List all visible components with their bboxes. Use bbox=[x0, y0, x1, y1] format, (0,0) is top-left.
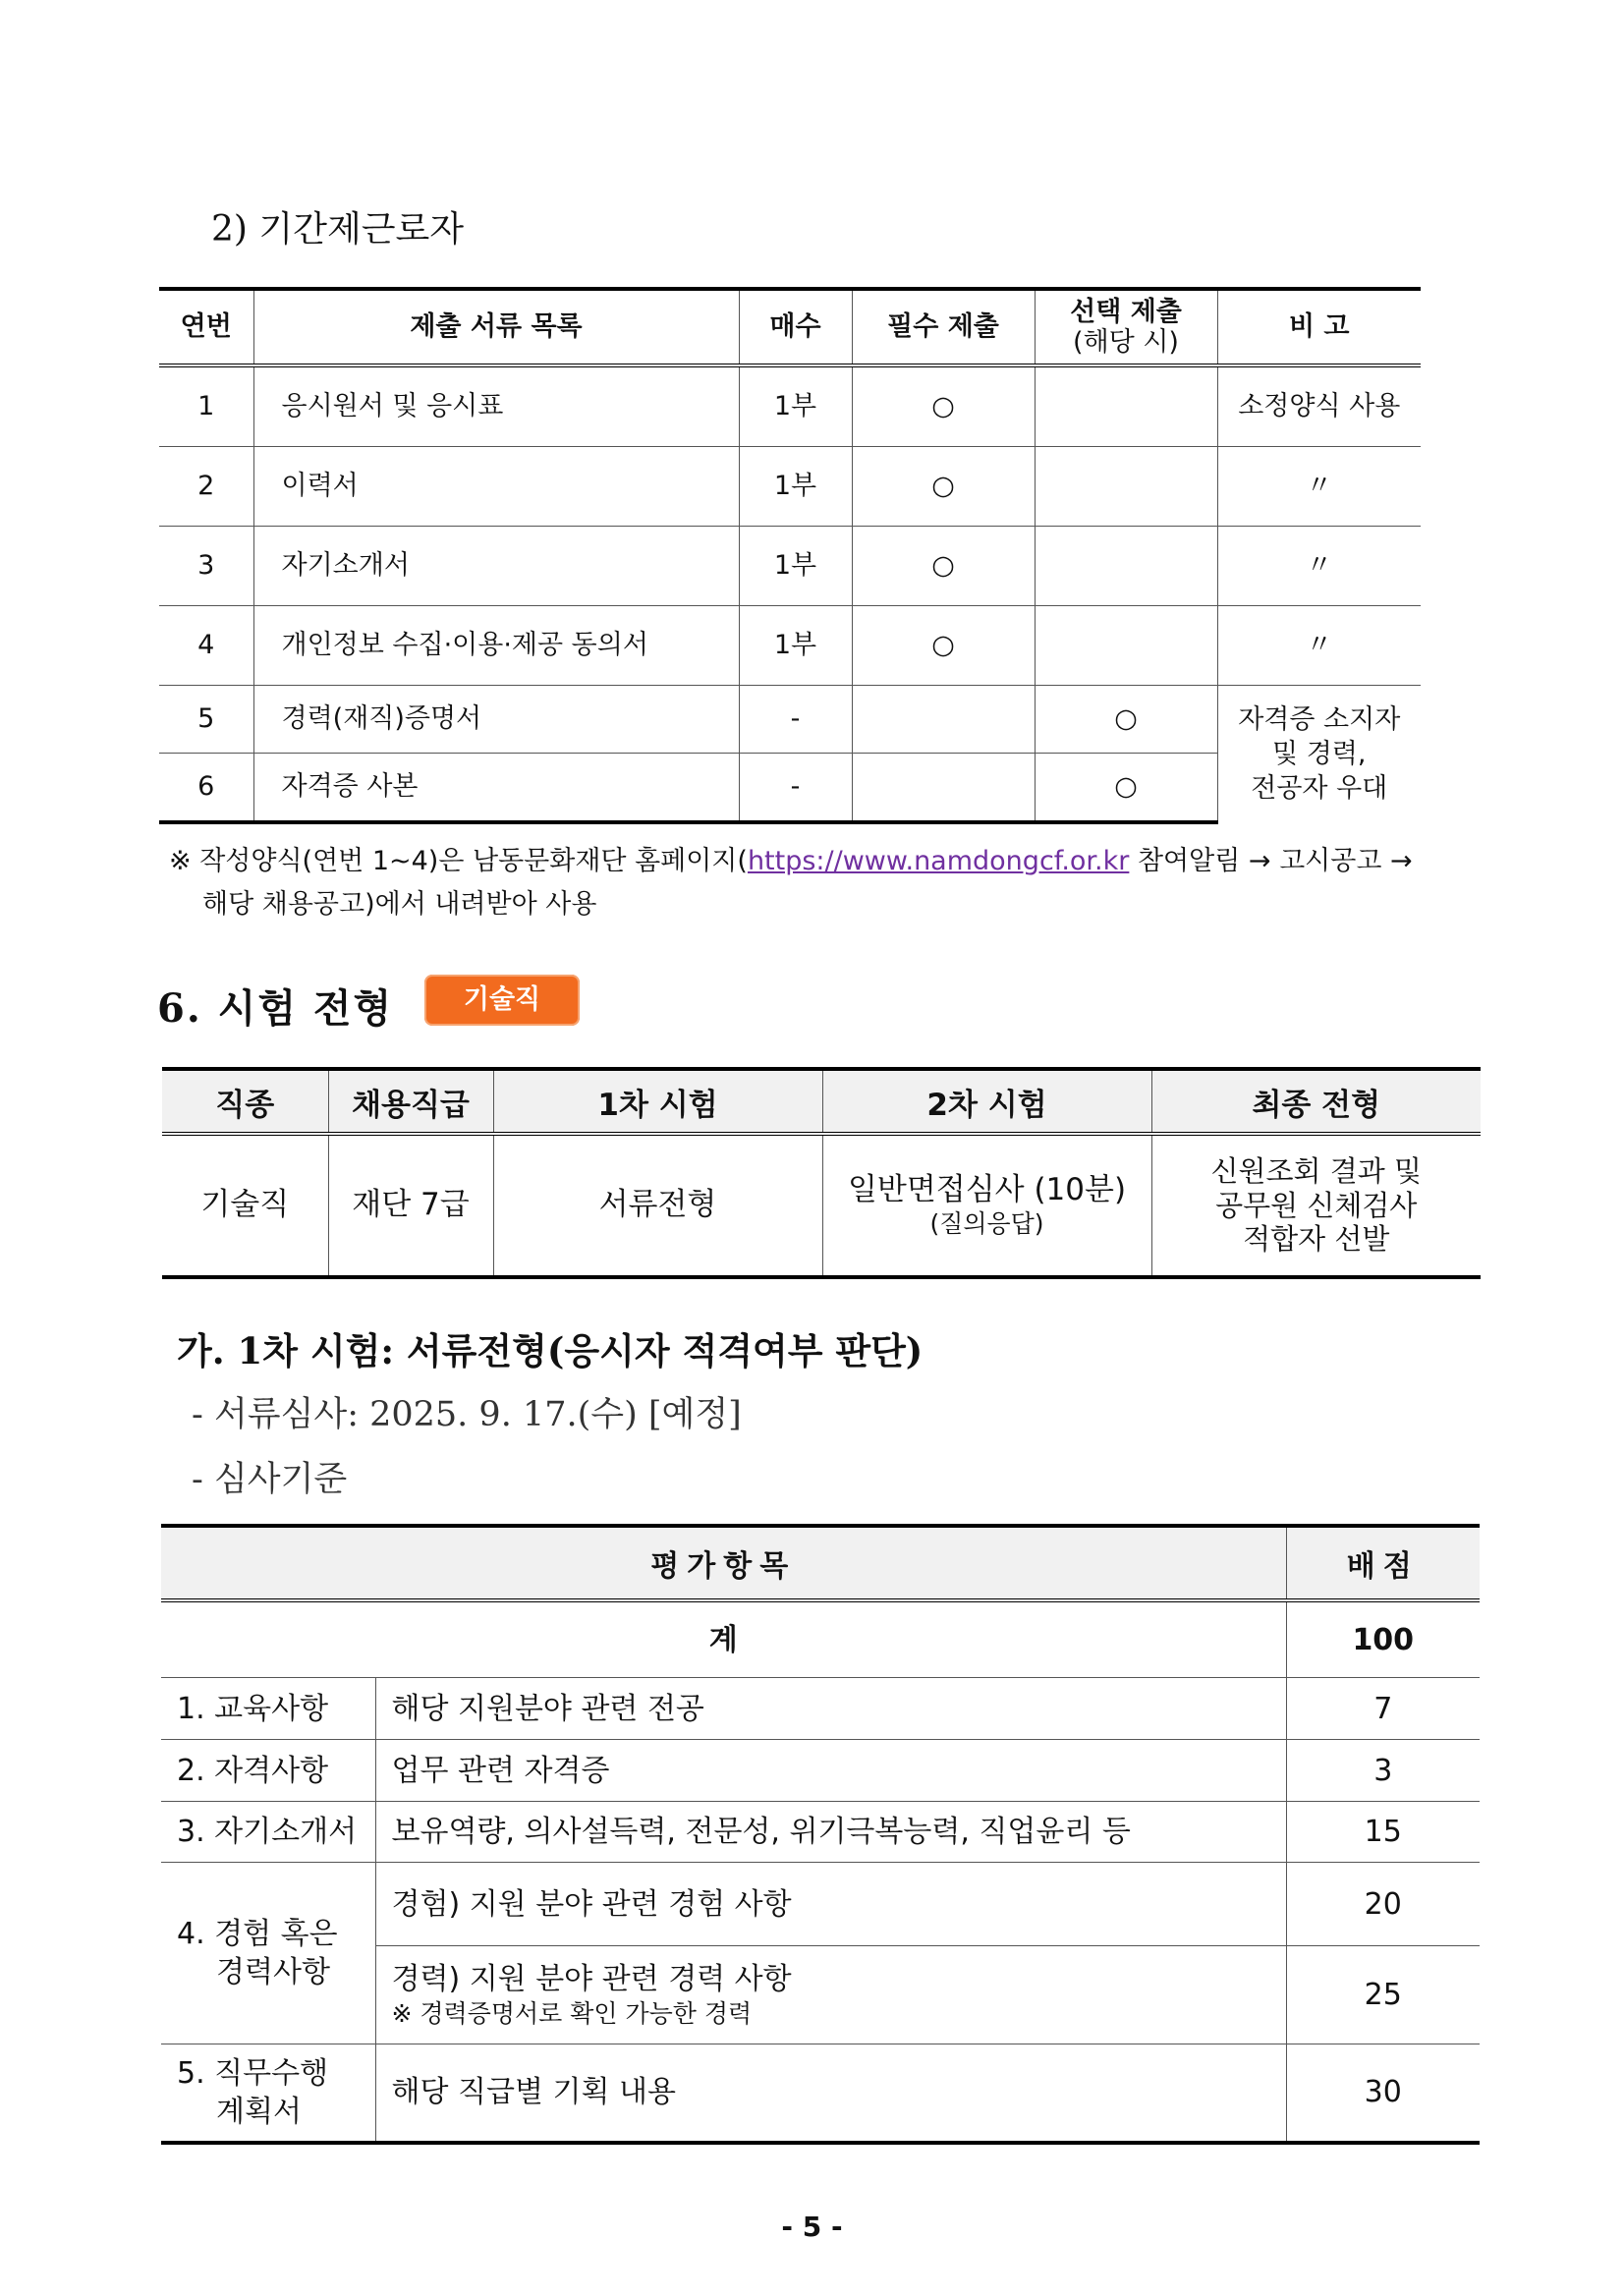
cell-count: 1부 bbox=[739, 447, 852, 527]
bullet-criteria: - 심사기준 bbox=[192, 1460, 348, 1499]
cell-content: 업무 관련 자격증 bbox=[375, 1740, 1286, 1802]
total-row bbox=[161, 1600, 1480, 1678]
col-header-count: 매수 bbox=[739, 289, 852, 365]
cell-required: ○ bbox=[852, 527, 1035, 606]
cell-doc: 자기소개서 bbox=[253, 527, 739, 606]
cell-doc: 경력(재직)증명서 bbox=[253, 686, 739, 754]
cell-second-exam: 일반면접심사 (10분) (질의응답) bbox=[822, 1134, 1151, 1277]
form-note-line1: ※ 작성양식(연번 1~4)은 남동문화재단 홈페이지(https://www.namdongcf.or.kr 참여알림 → 고시공고 → bbox=[169, 846, 1413, 876]
cell-score: 20 bbox=[1286, 1863, 1480, 1946]
cell-note: 〃 bbox=[1217, 606, 1421, 686]
evaluation-table bbox=[161, 1524, 1480, 2145]
table-row bbox=[159, 606, 1421, 686]
cell-content: 해당 지원분야 관련 전공 bbox=[375, 1678, 1286, 1740]
table-header-row bbox=[162, 1069, 1481, 1134]
table-header-row bbox=[161, 1526, 1480, 1600]
total-label: 계 bbox=[161, 1600, 1286, 1678]
cell-job: 기술직 bbox=[162, 1134, 328, 1277]
cell-optional bbox=[1035, 527, 1217, 606]
col-header-job: 직종 bbox=[162, 1069, 328, 1134]
cell-note: 〃 bbox=[1217, 527, 1421, 606]
cell-score: 30 bbox=[1286, 2044, 1480, 2143]
cell-content: 경력) 지원 분야 관련 경력 사항 ※ 경력증명서로 확인 가능한 경력 bbox=[375, 1946, 1286, 2044]
col-header-grade: 채용직급 bbox=[328, 1069, 493, 1134]
col-header-optional: 선택 제출 (해당 시) bbox=[1035, 289, 1217, 365]
cell-score: 3 bbox=[1286, 1740, 1480, 1802]
cell-score: 25 bbox=[1286, 1946, 1480, 2044]
cell-doc: 개인정보 수집·이용·제공 동의서 bbox=[253, 606, 739, 686]
col-header-required: 필수 제출 bbox=[852, 289, 1035, 365]
cell-optional: ○ bbox=[1035, 754, 1217, 823]
page-number: - 5 - bbox=[781, 2211, 843, 2243]
cell-category: 2. 자격사항 bbox=[161, 1740, 375, 1802]
cell-required: ○ bbox=[852, 447, 1035, 527]
table-row bbox=[161, 2044, 1480, 2143]
cell-count: 1부 bbox=[739, 365, 852, 447]
table-row bbox=[159, 527, 1421, 606]
cell-optional: ○ bbox=[1035, 686, 1217, 754]
cell-required: ○ bbox=[852, 365, 1035, 447]
cell-count: 1부 bbox=[739, 527, 852, 606]
cell-doc: 자격증 사본 bbox=[253, 754, 739, 823]
table-row bbox=[161, 1802, 1480, 1863]
cell-required: ○ bbox=[852, 606, 1035, 686]
cell-no: 6 bbox=[159, 754, 253, 823]
cell-grade: 재단 7급 bbox=[328, 1134, 493, 1277]
col-header-final: 최종 전형 bbox=[1151, 1069, 1481, 1134]
cell-required bbox=[852, 754, 1035, 823]
homepage-link[interactable]: https://www.namdongcf.or.kr bbox=[747, 846, 1130, 876]
table-row bbox=[159, 365, 1421, 447]
total-value: 100 bbox=[1286, 1600, 1480, 1678]
cell-category: 1. 교육사항 bbox=[161, 1678, 375, 1740]
cell-note: 〃 bbox=[1217, 447, 1421, 527]
cell-optional bbox=[1035, 447, 1217, 527]
col-header-second-exam: 2차 시험 bbox=[822, 1069, 1151, 1134]
cell-count: - bbox=[739, 686, 852, 754]
table-row bbox=[161, 1863, 1480, 1946]
cell-no: 3 bbox=[159, 527, 253, 606]
bullet-review-date: - 서류심사: 2025. 9. 17.(수) [예정] bbox=[192, 1395, 742, 1434]
col-header-no: 연번 bbox=[159, 289, 253, 365]
form-note-line2: 해당 채용공고)에서 내려받아 사용 bbox=[202, 889, 597, 920]
table-row bbox=[161, 1740, 1480, 1802]
col-header-doc: 제출 서류 목록 bbox=[253, 289, 739, 365]
cell-optional bbox=[1035, 606, 1217, 686]
cell-count: 1부 bbox=[739, 606, 852, 686]
cell-category-plan: 5. 직무수행 계획서 bbox=[161, 2044, 375, 2143]
form-note bbox=[169, 840, 1413, 926]
document-list-table bbox=[159, 287, 1421, 824]
col-header-note: 비 고 bbox=[1217, 289, 1421, 365]
table-row bbox=[159, 447, 1421, 527]
cell-score: 15 bbox=[1286, 1802, 1480, 1863]
exam-process-table bbox=[162, 1067, 1481, 1279]
cell-note-merged: 자격증 소지자 및 경력, 전공자 우대 bbox=[1217, 686, 1421, 823]
table-row bbox=[161, 1678, 1480, 1740]
col-header-item: 평가항목 bbox=[161, 1526, 1286, 1600]
cell-no: 2 bbox=[159, 447, 253, 527]
col-header-score: 배점 bbox=[1286, 1526, 1480, 1600]
cell-required bbox=[852, 686, 1035, 754]
cell-doc: 이력서 bbox=[253, 447, 739, 527]
cell-content: 경험) 지원 분야 관련 경험 사항 bbox=[375, 1863, 1286, 1946]
cell-count: - bbox=[739, 754, 852, 823]
cell-content: 해당 직급별 기획 내용 bbox=[375, 2044, 1286, 2143]
job-type-badge: 기술직 bbox=[424, 975, 580, 1026]
cell-note: 소정양식 사용 bbox=[1217, 365, 1421, 447]
table-header-row bbox=[159, 289, 1421, 365]
cell-category: 3. 자기소개서 bbox=[161, 1802, 375, 1863]
section-heading-2: 2) 기간제근로자 bbox=[211, 209, 465, 250]
subsection-heading: 가. 1차 시험: 서류전형(응시자 적격여부 판단) bbox=[177, 1329, 924, 1372]
table-row bbox=[162, 1134, 1481, 1277]
cell-no: 1 bbox=[159, 365, 253, 447]
cell-doc: 응시원서 및 응시표 bbox=[253, 365, 739, 447]
section-heading-6: 6. 시험 전형 bbox=[157, 985, 394, 1032]
col-header-first-exam: 1차 시험 bbox=[493, 1069, 822, 1134]
cell-no: 4 bbox=[159, 606, 253, 686]
cell-category-experience: 4. 경험 혹은 경력사항 bbox=[161, 1863, 375, 2044]
cell-content: 보유역량, 의사설득력, 전문성, 위기극복능력, 직업윤리 등 bbox=[375, 1802, 1286, 1863]
cell-first-exam: 서류전형 bbox=[493, 1134, 822, 1277]
cell-score: 7 bbox=[1286, 1678, 1480, 1740]
cell-final: 신원조회 결과 및 공무원 신체검사 적합자 선발 bbox=[1151, 1134, 1481, 1277]
table-row bbox=[159, 686, 1421, 754]
cell-no: 5 bbox=[159, 686, 253, 754]
cell-optional bbox=[1035, 365, 1217, 447]
